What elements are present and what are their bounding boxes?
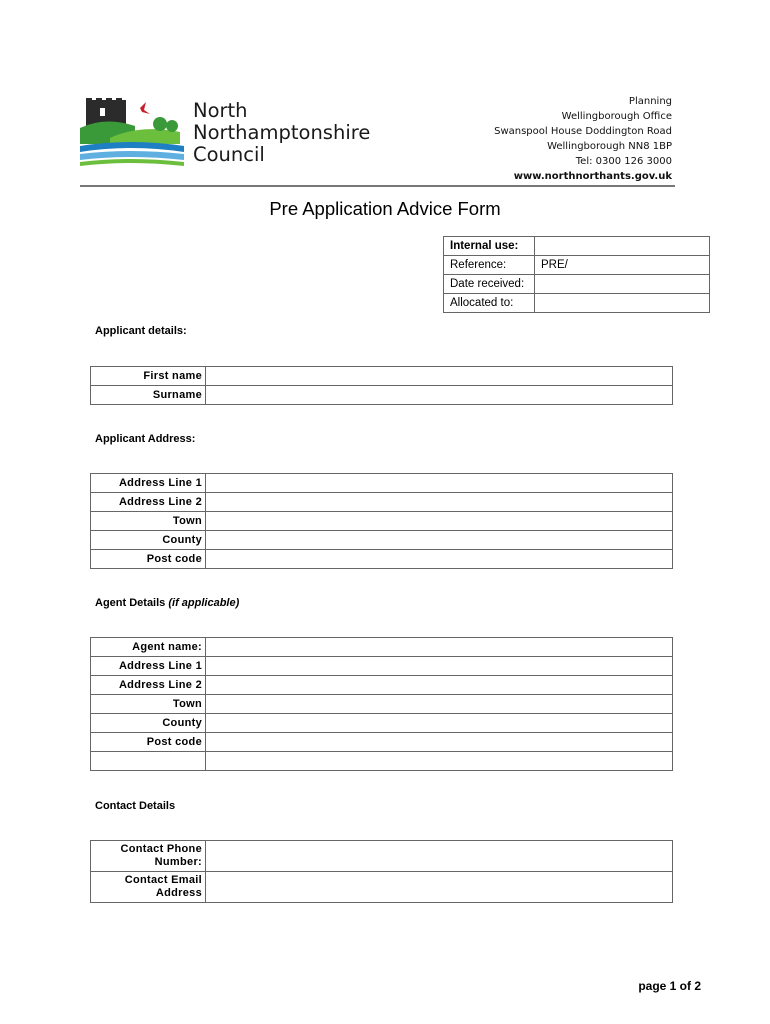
county-field[interactable]: [206, 531, 673, 550]
address-line-1-label: Address Line 1: [91, 474, 206, 493]
first-name-field[interactable]: [206, 367, 673, 386]
agent-name-label: Agent name:: [91, 638, 206, 657]
office-line: Wellingborough NN8 1BP: [547, 141, 672, 152]
agent-address-line-1-field[interactable]: [206, 657, 673, 676]
office-line: Planning: [628, 96, 672, 107]
post-code-label: Post code: [91, 550, 206, 569]
agent-extra-label: [91, 752, 206, 771]
date-received-field[interactable]: [535, 275, 710, 294]
contact-phone-label: Contact Phone Number:: [91, 841, 206, 872]
agent-address-line-2-label: Address Line 2: [91, 676, 206, 695]
contact-phone-field[interactable]: [206, 841, 673, 872]
surname-field[interactable]: [206, 386, 673, 405]
applicant-address-heading: Applicant Address:: [95, 433, 196, 445]
address-line-2-label: Address Line 2: [91, 493, 206, 512]
office-line: Swanspool House Doddington Road: [494, 126, 672, 137]
page-title: Pre Application Advice Form: [269, 198, 501, 219]
contact-details-heading: Contact Details: [95, 800, 176, 812]
agent-extra-field[interactable]: [206, 752, 673, 771]
agent-details-heading: [95, 597, 239, 609]
logo-line-2: Northamptonshire: [193, 121, 371, 144]
internal-use-blank: [535, 237, 710, 256]
town-field[interactable]: [206, 512, 673, 531]
council-name: [193, 100, 370, 166]
agent-details-title: Agent Details: [95, 597, 166, 609]
first-name-label: First name: [91, 367, 206, 386]
reference-label: Reference:: [444, 256, 535, 275]
internal-use-table: [443, 236, 710, 313]
agent-town-label: Town: [91, 695, 206, 714]
applicant-details-table: [90, 366, 673, 405]
agent-post-code-field[interactable]: [206, 733, 673, 752]
agent-address-line-2-field[interactable]: [206, 676, 673, 695]
office-address: [494, 94, 672, 184]
internal-use-heading: Internal use:: [444, 237, 535, 256]
agent-details-note: (if applicable): [168, 597, 240, 609]
surname-label: Surname: [91, 386, 206, 405]
contact-details-table: [90, 840, 673, 903]
agent-post-code-label: Post code: [91, 733, 206, 752]
agent-details-table: [90, 637, 673, 771]
council-logo: [80, 98, 380, 170]
allocated-to-field[interactable]: [535, 294, 710, 313]
address-line-1-field[interactable]: [206, 474, 673, 493]
website-link[interactable]: www.northnorthants.gov.uk: [513, 171, 672, 182]
office-line: Wellingborough Office: [561, 111, 672, 122]
reference-field[interactable]: PRE/: [535, 256, 710, 275]
agent-name-field[interactable]: [206, 638, 673, 657]
county-label: County: [91, 531, 206, 550]
logo-line-1: North: [193, 99, 248, 122]
applicant-address-table: [90, 473, 673, 569]
contact-email-label: Contact Email Address: [91, 872, 206, 903]
applicant-details-heading: Applicant details:: [95, 325, 187, 337]
logo-line-3: Council: [193, 143, 265, 166]
header-divider: [80, 185, 675, 187]
agent-county-label: County: [91, 714, 206, 733]
council-crest-icon: [80, 98, 190, 170]
agent-town-field[interactable]: [206, 695, 673, 714]
town-label: Town: [91, 512, 206, 531]
page-number: page 1 of 2: [638, 979, 701, 993]
agent-address-line-1-label: Address Line 1: [91, 657, 206, 676]
address-line-2-field[interactable]: [206, 493, 673, 512]
allocated-to-label: Allocated to:: [444, 294, 535, 313]
agent-county-field[interactable]: [206, 714, 673, 733]
post-code-field[interactable]: [206, 550, 673, 569]
date-received-label: Date received:: [444, 275, 535, 294]
office-line: Tel: 0300 126 3000: [575, 156, 672, 167]
contact-email-field[interactable]: [206, 872, 673, 903]
